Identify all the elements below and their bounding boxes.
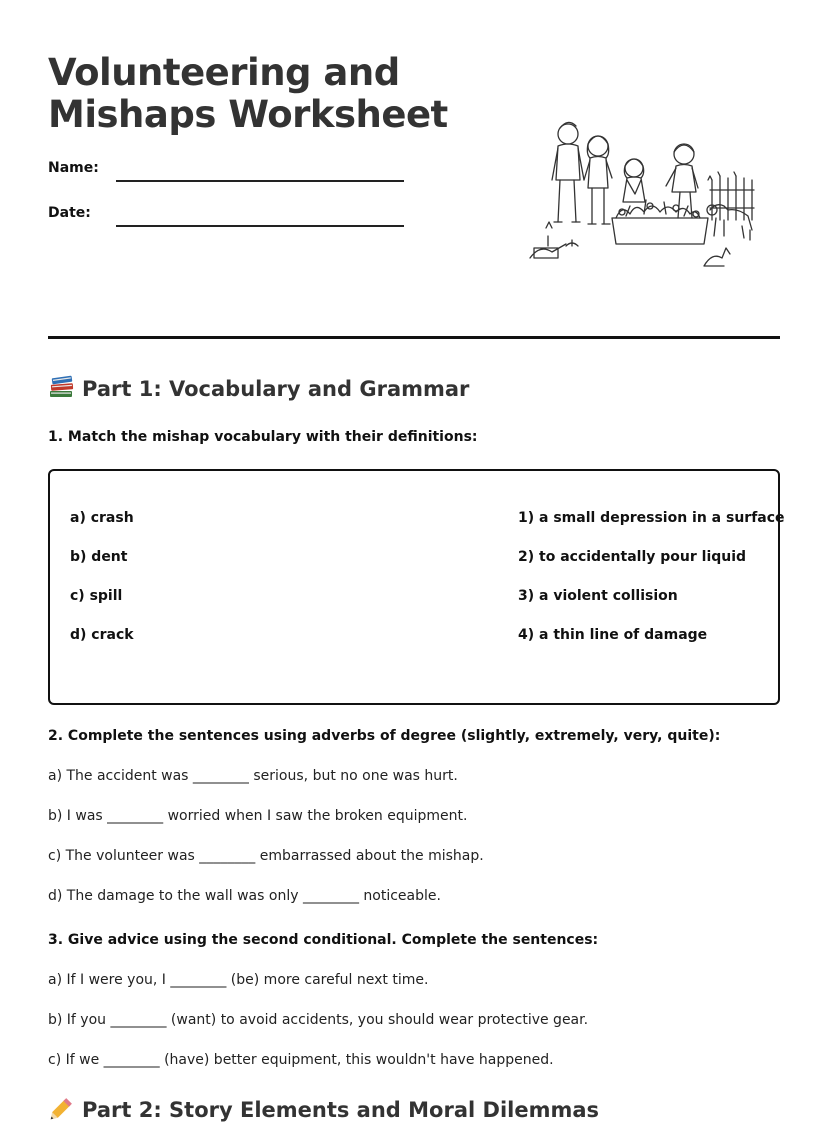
match-definition-1: 1) a small depression in a surface xyxy=(518,510,785,526)
q2-item-a: a) The accident was ________ serious, but no one was hurt. xyxy=(48,768,458,784)
section-divider xyxy=(48,336,780,339)
q2-item-b: b) I was ________ worried when I saw the broken equipment. xyxy=(48,808,468,824)
name-field[interactable] xyxy=(116,180,404,182)
q1-prompt: 1. Match the mishap vocabulary with their definitions: xyxy=(48,429,478,445)
date-label: Date: xyxy=(48,205,91,221)
children-gardening-illustration-icon xyxy=(526,118,766,274)
match-definition-2: 2) to accidentally pour liquid xyxy=(518,549,747,565)
books-emoji-icon xyxy=(48,375,76,399)
date-field[interactable] xyxy=(116,225,404,227)
q2-item-c: c) The volunteer was ________ embarrassed about the mishap. xyxy=(48,848,484,864)
worksheet-title xyxy=(48,52,448,136)
part1-heading xyxy=(48,375,469,401)
title-line-2: Mishaps Worksheet xyxy=(48,93,448,136)
match-word-c: c) spill xyxy=(70,588,123,604)
matching-box xyxy=(48,469,785,705)
pencil-emoji-icon xyxy=(48,1096,76,1120)
q2-item-d: d) The damage to the wall was only ________ noticeable. xyxy=(48,888,441,904)
q3-prompt: 3. Give advice using the second conditional. Complete the sentences: xyxy=(48,932,599,948)
part1-heading-text: Part 1: Vocabulary and Grammar xyxy=(82,377,470,401)
match-word-a: a) crash xyxy=(70,510,134,526)
match-word-b: b) dent xyxy=(70,549,128,565)
q3-item-b: b) If you ________ (want) to avoid accidents, you should wear protective gear. xyxy=(48,1012,589,1028)
q2-prompt: 2. Complete the sentences using adverbs of degree (slightly, extremely, very, quite): xyxy=(48,728,721,744)
match-word-d: d) crack xyxy=(70,627,134,643)
q3-item-a: a) If I were you, I ________ (be) more careful next time. xyxy=(48,972,429,988)
title-line-1: Volunteering and xyxy=(48,51,400,94)
match-definition-3: 3) a violent collision xyxy=(518,588,678,604)
part2-heading xyxy=(48,1096,599,1122)
name-label: Name: xyxy=(48,160,99,176)
part2-heading-text: Part 2: Story Elements and Moral Dilemmas xyxy=(82,1098,600,1122)
q3-item-c: c) If we ________ (have) better equipment, this wouldn't have happened. xyxy=(48,1052,554,1068)
match-definition-4: 4) a thin line of damage xyxy=(518,627,708,643)
